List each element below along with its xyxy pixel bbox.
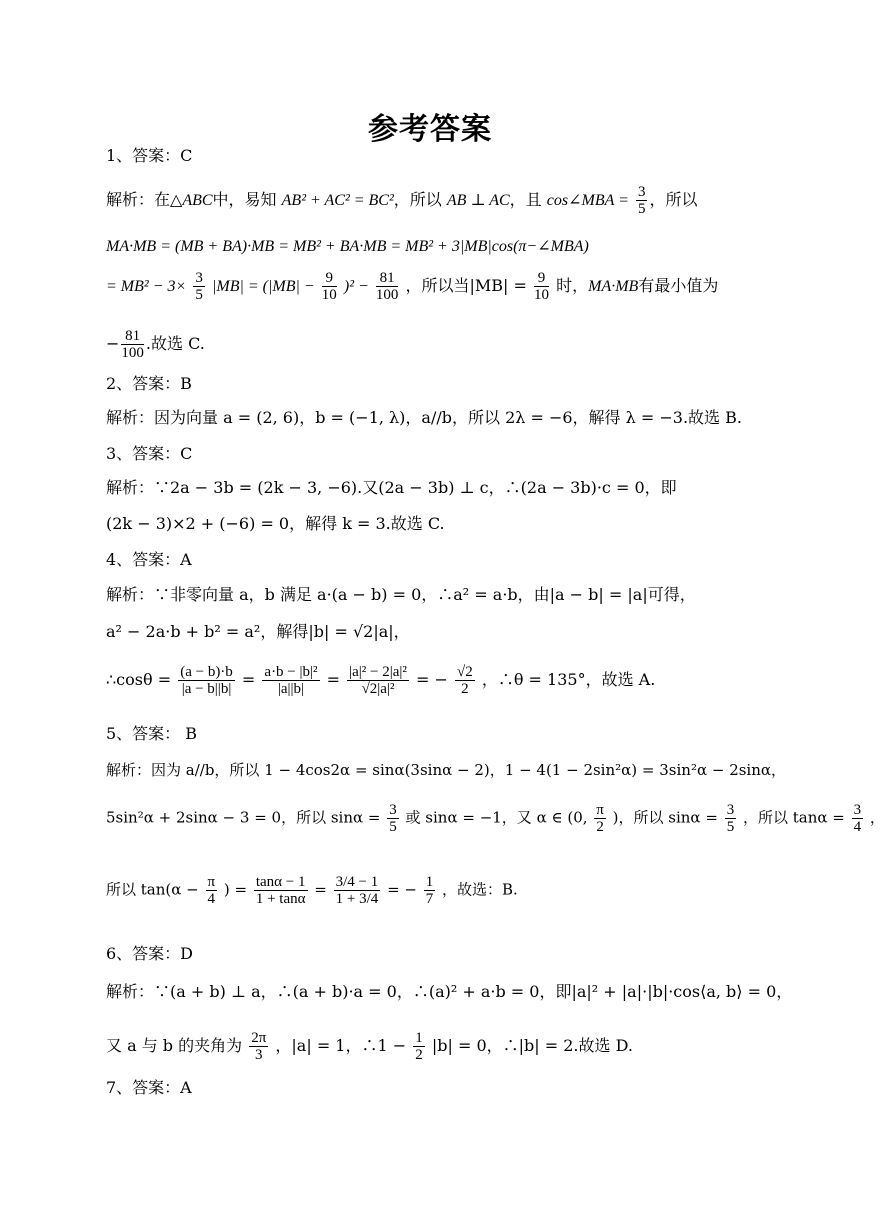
page-title: 参考答案	[368, 112, 492, 147]
q4-solution-line-3: ∴cosθ = $\frac{(a - b)\cdot b}{|a - b||b|}$ = $\frac{\text{a·b − |b|²}}{|a||b|}$ = $\frac{\text{|a|² − 2|a|²}}{\text{√2|a|²}}$ = − $\frac{√2}{2}$ ，∴θ = 135°，故选 A.	[106, 664, 656, 697]
q5-solution-line-3: 所以 tan(α − $\frac{\pi}{4}$ ) = $\frac{\tan\alpha - 1}{1 + \tan\alpha}$ = $\frac{3/4 - 1}{1 + 3/4}$ = − $\frac{1}{7}$ ，故选：B.	[106, 874, 518, 907]
q2-solution-line-1: 解析：因为向量 a = (2, 6)，b = (−1, λ)，a//b，所以 2λ = −6，解得 λ = −3.故选 B.	[106, 408, 742, 427]
q2-answer: 2、答案：B	[106, 374, 192, 393]
fraction: $\frac{3}{5}$	[637, 184, 646, 217]
q7-answer: 7、答案：A	[106, 1078, 192, 1097]
q3-answer: 3、答案：C	[106, 444, 193, 463]
q3-solution-line-2: (2k − 3)×2 + (−6) = 0，解得 k = 3.故选 C.	[106, 514, 445, 533]
q6-solution-line-2: 又 a 与 b 的夹角为 $\frac{2\pi}{3}$ ，|a| = 1，∴1 − $\frac{1}{2}$ |b| = 0，∴|b| = 2.故选 D.	[106, 1030, 633, 1063]
q1-solution-line-1: 解析：在△ABC中，易知 AB² + AC² = BC²，所以 AB ⊥ AC，且 cos∠MBA = $\frac{3}{5}$ ，所以	[106, 184, 698, 217]
q1-solution-line-4: − $\frac{81}{100}$ .故选 C.	[106, 328, 205, 361]
q4-solution-line-1: 解析：∵非零向量 a，b 满足 a·(a − b) = 0，∴a² = a·b，由|a − b| = |a|可得，	[106, 585, 696, 604]
q1-solution-line-3: = MB² − 3× $\frac{3}{5}$ |MB| = (|MB| − $\frac{9}{10}$ )² − $\frac{81}{100}$ ，所以当|MB| = $\frac{9}{10}$ 时，MA·MB有最小值为	[106, 270, 719, 303]
q1-solution-line-2: MA·MB = (MB + BA)·MB = MB² + BA·MB = MB² + 3|MB|cos(π−∠MBA)	[106, 238, 589, 255]
q5-solution-line-2: 5sin²α + 2sinα − 3 = 0，所以 sinα = $\frac{3}{5}$ 或 sinα = −1，又 α ∈ (0, $\frac{\pi}{2}$ )，所以 sinα = $\frac{3}{5}$ ，所以 tanα = $\frac{3}{4}$ ，	[106, 802, 885, 835]
q5-answer: 5、答案： B	[106, 724, 198, 743]
q4-solution-line-2: a² − 2a·b + b² = a²，解得|b| = √2|a|，	[106, 622, 410, 641]
q6-solution-line-1: 解析：∵(a + b) ⊥ a，∴(a + b)·a = 0，∴(a)² + a·b = 0，即|a|² + |a|·|b|·cos⟨a, b⟩ = 0，	[106, 982, 793, 1001]
q3-solution-line-1: 解析：∵2a − 3b = (2k − 3, −6).又(2a − 3b) ⊥ c，∴(2a − 3b)·c = 0，即	[106, 478, 677, 497]
q1-answer: 1、答案：C	[106, 146, 193, 165]
q6-answer: 6、答案：D	[106, 944, 194, 963]
q4-answer: 4、答案：A	[106, 550, 192, 569]
q5-solution-line-1: 解析：因为 a//b，所以 1 − 4cos2α = sinα(3sinα − 2)，1 − 4(1 − 2sin²α) = 3sin²α − 2sinα，	[106, 761, 787, 779]
